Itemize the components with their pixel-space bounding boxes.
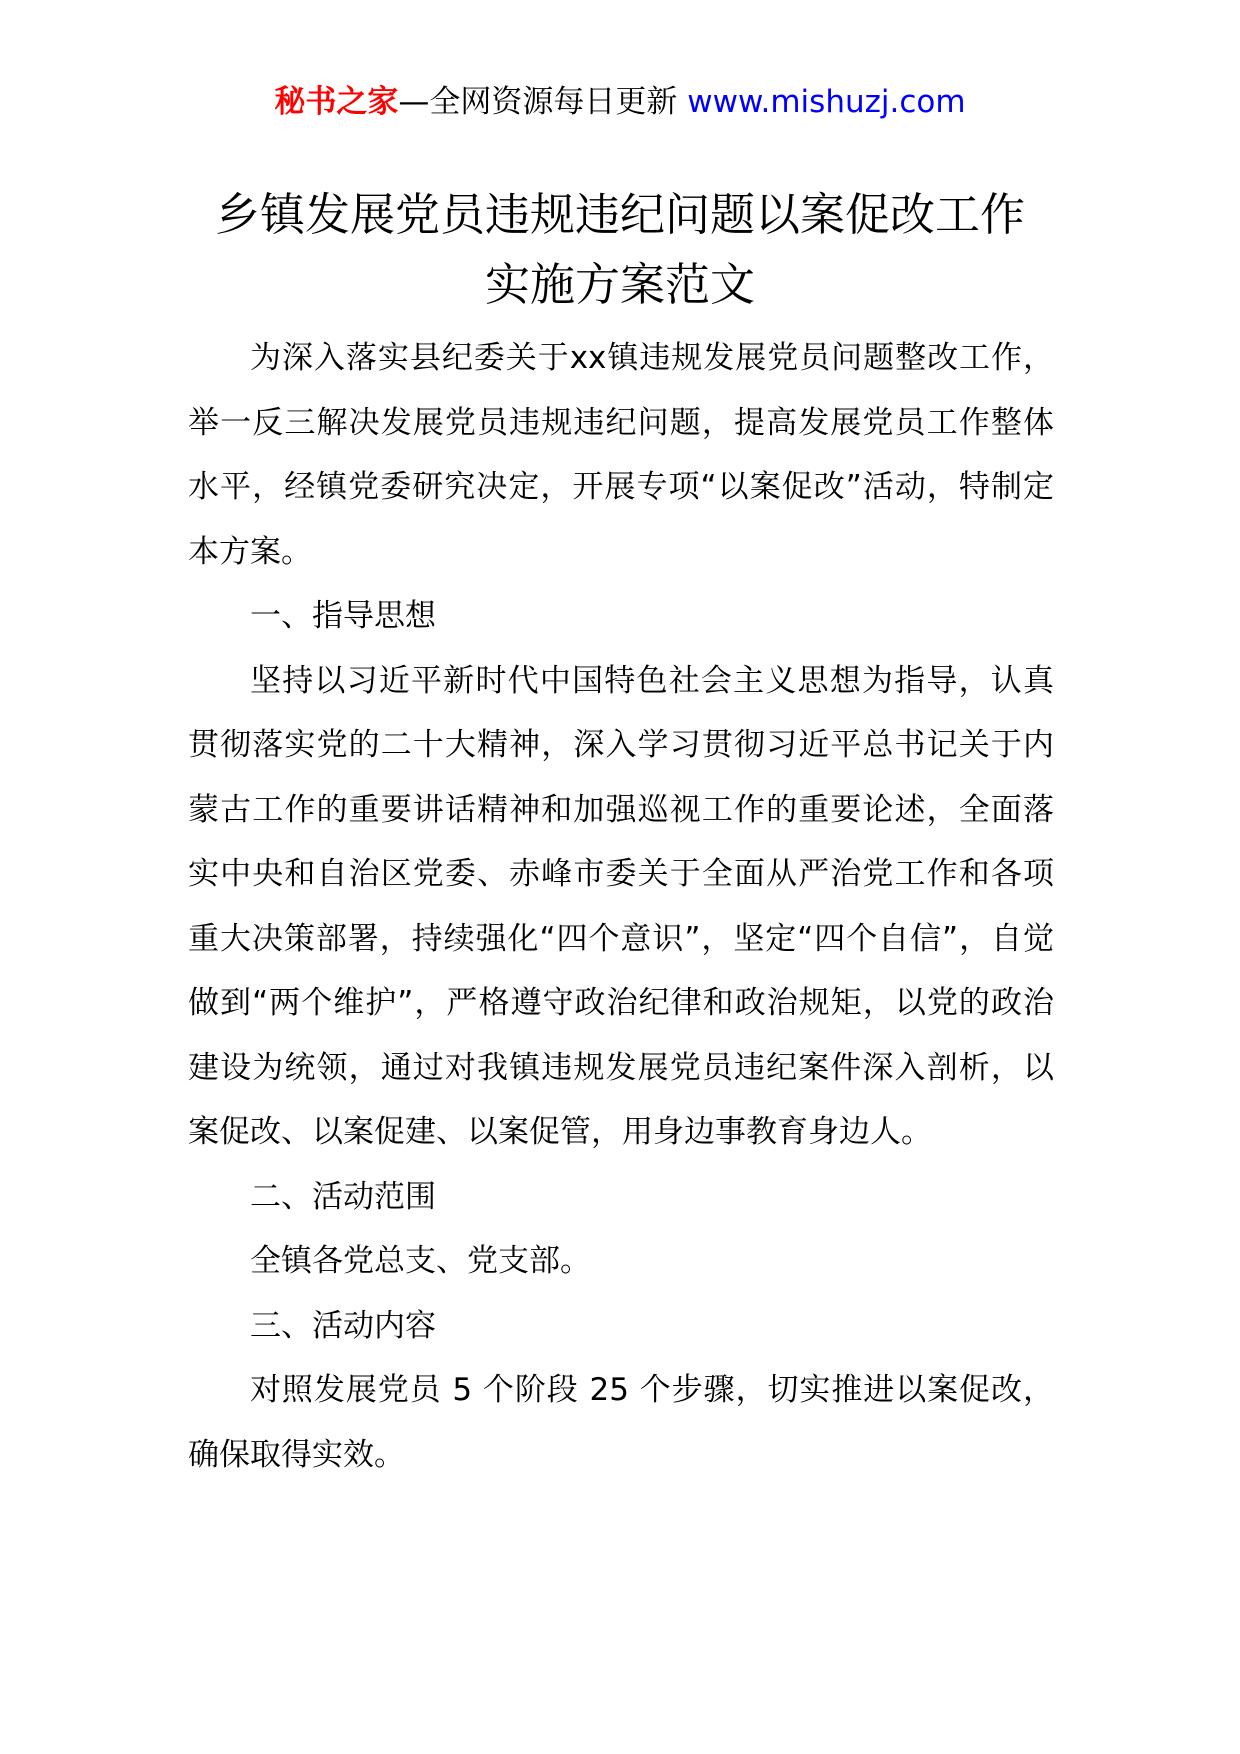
section-heading-activity-scope: 二、活动范围 xyxy=(250,1178,436,1215)
title-line-2: 实施方案范文 xyxy=(484,258,755,311)
intro-paragraph: 为深入落实县纪委关于xx镇违规发展党员问题整改工作，举一反三解决发展党员违规违纪问题，提高发展党员工作整体水平，经镇党委研究决定，开展专项“以案促改”活动，特制定本方案。 xyxy=(188,340,1054,570)
title-line-1: 乡镇发展党员违规违纪问题以案促改工作 xyxy=(214,188,1025,241)
brand-name: 秘书之家 xyxy=(274,84,399,120)
document-body xyxy=(188,326,1054,1487)
guiding-ideology-paragraph: 坚持以习近平新时代中国特色社会主义思想为指导，认真贯彻落实党的二十大精神，深入学习贯彻习近平总书记关于内蒙古工作的重要讲话精神和加强巡视工作的重要论述，全面落实中央和自治区党委、赤峰市委关于全面从严治党工作和各项重大决策部署，持续强化“四个意识”，坚定“四个自信”，自觉做到“两个维护”，严格遵守政治纪律和政治规矩，以党的政治建设为统领，通过对我镇违规发展党员违纪案件深入剖析，以案促改、以案促建、以案促管，用身边事教育身边人。 xyxy=(188,662,1054,1150)
activity-scope-paragraph: 全镇各党总支、党支部。 xyxy=(250,1243,591,1279)
activity-content-paragraph: 对照发展党员 5 个阶段 25 个步骤，切实推进以案促改，确保取得实效。 xyxy=(188,1372,1054,1473)
section-heading-guiding-ideology: 一、指导思想 xyxy=(250,598,436,634)
document-title xyxy=(160,180,1080,320)
header-slogan: —全网资源每日更新 xyxy=(398,84,678,120)
section-heading-activity-content: 三、活动内容 xyxy=(250,1307,436,1344)
site-url-link[interactable]: www.mishuzj.com xyxy=(687,84,966,120)
site-header xyxy=(0,82,1240,122)
